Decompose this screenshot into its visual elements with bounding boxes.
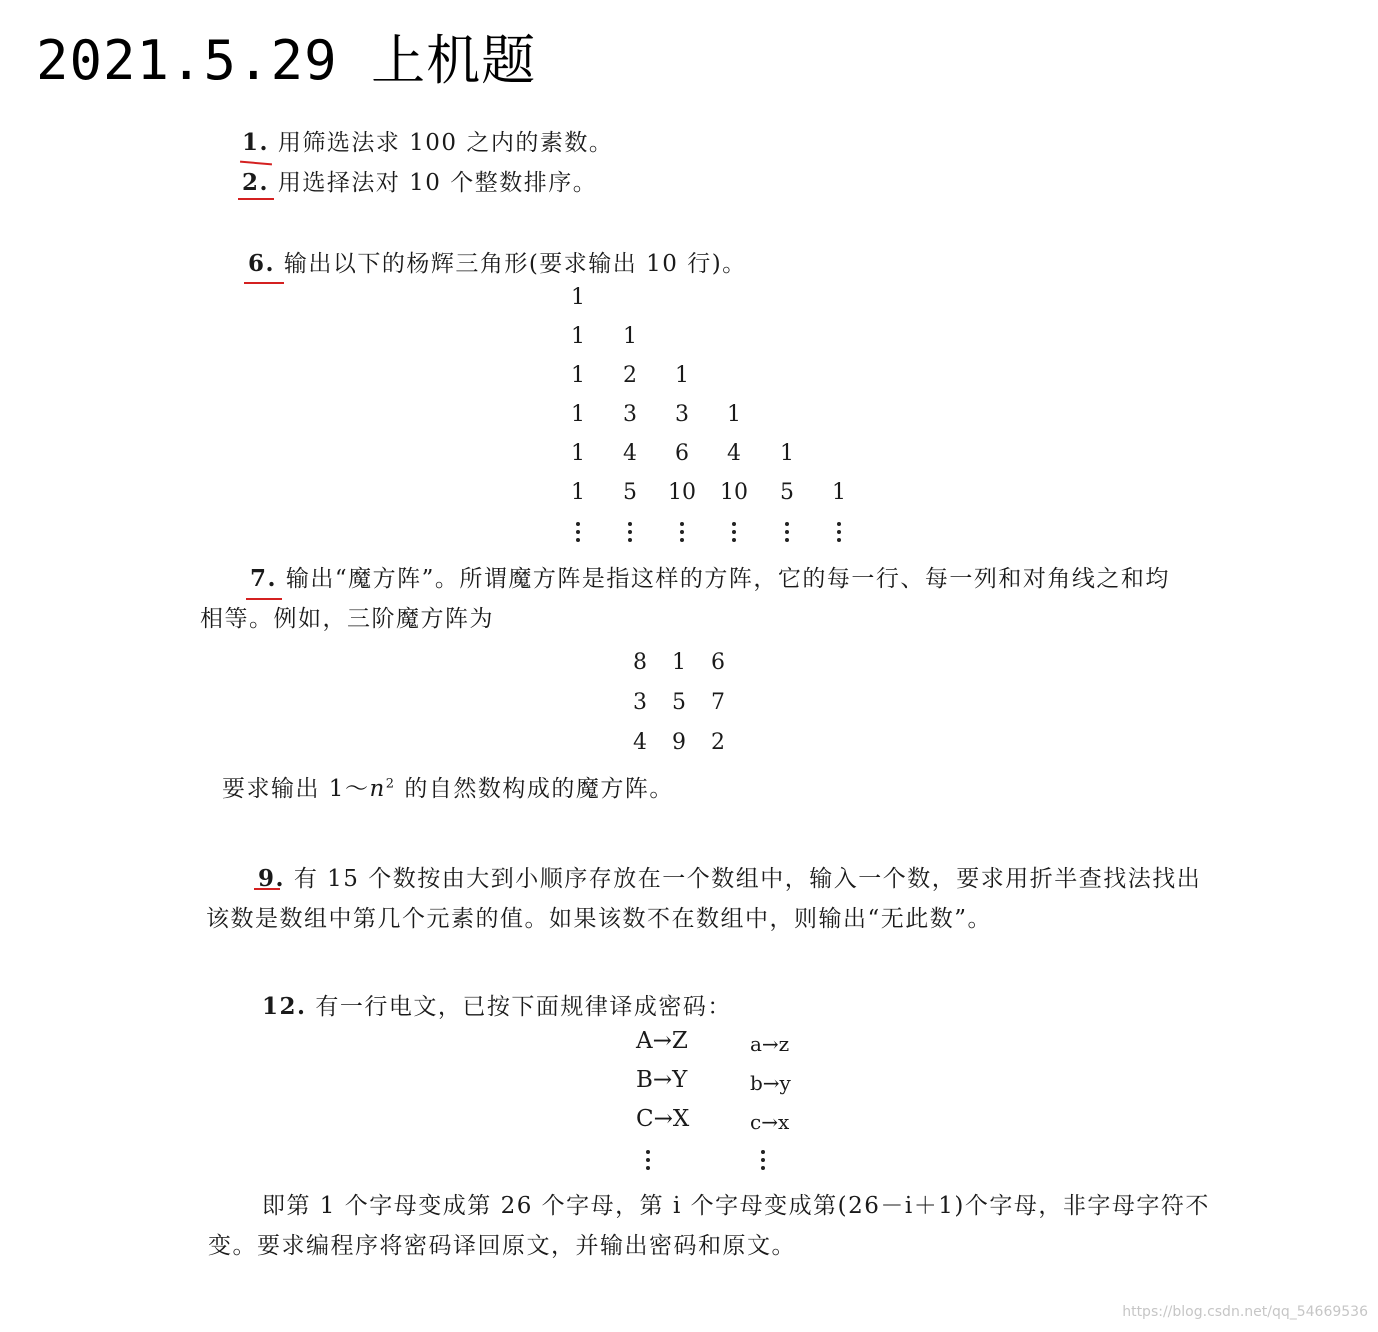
red-underline <box>244 282 284 284</box>
vertical-dots <box>785 522 789 546</box>
question-12-line1: 即第 1 个字母变成第 26 个字母，第 i 个字母变成第(26－i＋1)个字母，非字母字符不 <box>262 1193 1210 1219</box>
vertical-dots <box>646 1150 650 1174</box>
requirement-prefix: 要求输出 1～ <box>222 776 370 802</box>
pascal-cell: 2 <box>623 363 637 388</box>
cipher-lower-2: b→y <box>750 1071 791 1095</box>
magic-cell: 8 <box>633 650 647 675</box>
question-12-line2: 变。要求编程序将密码译回原文，并输出密码和原文。 <box>208 1233 796 1259</box>
vertical-dots <box>761 1150 765 1174</box>
vertical-dots <box>576 522 580 546</box>
magic-cell: 6 <box>711 650 725 675</box>
pascal-cell: 1 <box>571 441 585 466</box>
vertical-dots <box>732 522 736 546</box>
pascal-cell: 1 <box>675 363 689 388</box>
magic-cell: 9 <box>672 730 686 755</box>
cipher-upper-1: A→Z <box>636 1028 688 1054</box>
pascal-cell: 1 <box>571 363 585 388</box>
magic-cell: 5 <box>672 690 686 715</box>
question-number: 1. <box>242 129 270 156</box>
cipher-lower-1: a→z <box>750 1032 790 1056</box>
question-text: 输出“魔方阵”。所谓魔方阵是指这样的方阵，它的每一行、每一列和对角线之和均 <box>285 566 1170 592</box>
pascal-cell: 1 <box>571 324 585 349</box>
watermark: https://blog.csdn.net/qq_54669536 <box>1122 1304 1368 1320</box>
cipher-upper-2: B→Y <box>636 1067 688 1093</box>
pascal-cell: 1 <box>727 402 741 427</box>
question-text: 输出以下的杨辉三角形(要求输出 10 行)。 <box>283 251 747 277</box>
page-title: 2021.5.29 上机题 <box>36 29 537 92</box>
pascal-cell: 4 <box>727 441 741 466</box>
pascal-cell: 5 <box>623 480 637 505</box>
pascal-cell: 6 <box>675 441 689 466</box>
exponent: 2 <box>385 776 396 792</box>
question-text: 用筛选法求 100 之内的素数。 <box>277 130 614 156</box>
question-text: 用选择法对 10 个整数排序。 <box>277 170 598 196</box>
question-1 <box>242 124 613 157</box>
question-9-line1 <box>258 860 1201 893</box>
pascal-cell: 4 <box>623 441 637 466</box>
vertical-dots <box>837 522 841 546</box>
variable-n: n <box>369 776 386 802</box>
question-text: 有一行电文，已按下面规律译成密码： <box>315 994 732 1020</box>
question-number: 6. <box>248 250 276 277</box>
red-underline <box>254 888 280 890</box>
pascal-cell: 10 <box>668 480 696 505</box>
pascal-cell: 1 <box>571 402 585 427</box>
pascal-cell: 3 <box>675 402 689 427</box>
question-6 <box>248 245 747 278</box>
cipher-lower-3: c→x <box>750 1110 790 1134</box>
question-number: 7. <box>250 565 278 592</box>
magic-cell: 3 <box>633 690 647 715</box>
pascal-cell: 1 <box>571 285 585 310</box>
question-text: 有 15 个数按由大到小顺序存放在一个数组中，输入一个数，要求用折半查找法找出 <box>293 866 1202 892</box>
magic-cell: 4 <box>633 730 647 755</box>
pascal-cell: 1 <box>780 441 794 466</box>
magic-cell: 7 <box>711 690 725 715</box>
vertical-dots <box>628 522 632 546</box>
question-number: 2. <box>242 169 270 196</box>
cipher-upper-3: C→X <box>636 1106 690 1132</box>
question-number: 12. <box>262 993 307 1020</box>
pascal-cell: 1 <box>571 480 585 505</box>
question-7-line1 <box>250 560 1170 593</box>
vertical-dots <box>680 522 684 546</box>
pascal-cell: 5 <box>780 480 794 505</box>
pascal-cell: 1 <box>623 324 637 349</box>
magic-cell: 1 <box>672 650 686 675</box>
pascal-cell: 1 <box>832 480 846 505</box>
pascal-cell: 10 <box>720 480 748 505</box>
requirement-suffix: 的自然数构成的魔方阵。 <box>395 776 674 802</box>
question-number: 9. <box>258 865 286 892</box>
pascal-cell: 3 <box>623 402 637 427</box>
magic-cell: 2 <box>711 730 725 755</box>
question-12 <box>262 988 732 1021</box>
question-7-requirement <box>222 770 674 803</box>
question-9-line2: 该数是数组中第几个元素的值。如果该数不在数组中，则输出“无此数”。 <box>206 906 993 932</box>
red-underline <box>238 198 274 200</box>
question-2 <box>242 164 597 197</box>
question-7-line2: 相等。例如，三阶魔方阵为 <box>200 606 494 632</box>
